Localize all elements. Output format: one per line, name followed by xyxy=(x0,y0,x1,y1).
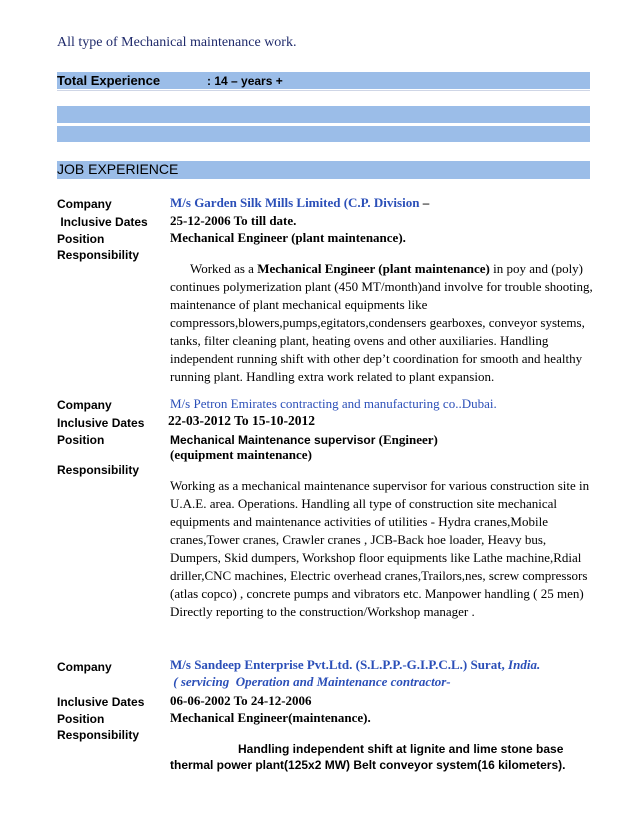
responsibility-label: Responsibility xyxy=(57,463,140,477)
job2-dates: 22-03-2012 To 15-10-2012 xyxy=(168,413,316,428)
job2-responsibility: Working as a mechanical maintenance supervisor for various construction site in U.A.E. area. Operations. Handling all type of construction site mechanical equipments and maintenance activities of utilities - Hydra cranes,Mobile cranes,Tower cranes, Crawler cranes , JCB-Back hoe loader, Heavy bus, Dumpers, Skid dumpers, Workshop floor equipments like Lathe machine,Rdial driller,CNC machines, Electric overhead cranes,Trailors,nes, screw compressors (atlas copco) , concrete pumps and vibrators etc. Manpower handling ( 25 men) Directly reporting to the construction/Workshop manager . xyxy=(170,478,590,619)
job1-company-suffix: – xyxy=(419,195,430,210)
company-label: Company xyxy=(57,398,112,412)
job3-company-name: M/s Sandeep Enterprise Pvt.Ltd. (S.L.P.P.-G.I.P.C.L.) Surat, xyxy=(170,657,509,672)
job3-company xyxy=(170,657,540,673)
job1-company xyxy=(170,195,429,211)
job1-position: Mechanical Engineer (plant maintenance). xyxy=(170,230,406,245)
job1-responsibility xyxy=(170,260,595,386)
job2-position-main: Mechanical Maintenance supervisor xyxy=(170,433,376,447)
job3-company-line2: ( servicing Operation and Maintenance contractor- xyxy=(170,674,451,689)
position-label: Position xyxy=(57,232,105,246)
job1-resp-bold: Mechanical Engineer (plant maintenance) xyxy=(257,261,490,276)
total-experience-label: Total Experience xyxy=(57,73,161,88)
position-label: Position xyxy=(57,712,105,726)
inclusive-dates-label: Inclusive Dates xyxy=(57,695,145,709)
position-label: Position xyxy=(57,433,105,447)
job3-position: Mechanical Engineer(maintenance). xyxy=(170,710,371,725)
total-experience-value: : 14 – years + xyxy=(207,74,283,88)
job1-company-name: M/s Garden Silk Mills Limited (C.P. Division xyxy=(170,195,420,210)
shaded-bar xyxy=(57,106,590,123)
inclusive-dates-label: Inclusive Dates xyxy=(57,215,148,229)
inclusive-dates-label: Inclusive Dates xyxy=(57,416,145,430)
job3-responsibility: Handling independent shift at lignite and lime stone base thermal power plant(125x2 MW) Belt conveyor system(16 kilometers). xyxy=(170,742,566,772)
intro-text: All type of Mechanical maintenance work. xyxy=(57,35,297,50)
total-experience-bar xyxy=(57,72,590,89)
job1-dates: 25-12-2006 To till date. xyxy=(170,213,297,228)
company-label: Company xyxy=(57,660,112,674)
responsibility-label: Responsibility xyxy=(57,248,140,262)
job3-company-city: India. xyxy=(508,657,541,672)
job1-resp-lead: Worked as a xyxy=(190,261,258,276)
job2-position-line2: (equipment maintenance) xyxy=(170,447,312,462)
responsibility-label: Responsibility xyxy=(57,728,140,742)
section-title: JOB EXPERIENCE xyxy=(57,161,179,177)
job2-company: M/s Petron Emirates contracting and manufacturing co..Dubai. xyxy=(170,396,497,411)
shaded-bar xyxy=(57,126,590,142)
job2-position-suffix: (Engineer) xyxy=(375,432,438,447)
job3-dates: 06-06-2002 To 24-12-2006 xyxy=(170,693,312,708)
section-header-bar xyxy=(57,161,590,179)
job1-resp-rest: in poy and (poly) continues polymerization plant (450 MT/month)and involve for trouble shooting, maintenance of plant mechanical equipments like compressors,blowers,pumps,egitators,condensers gearboxes, conveyor systems, tanks, filter cleaning plant, heating ovens and other auxiliaries. Handling independent running shift with other dep’t coordination for smooth and healthy running plant. Handling extra work related to plant expansion. xyxy=(170,261,593,384)
divider xyxy=(57,90,590,91)
company-label: Company xyxy=(57,197,112,211)
